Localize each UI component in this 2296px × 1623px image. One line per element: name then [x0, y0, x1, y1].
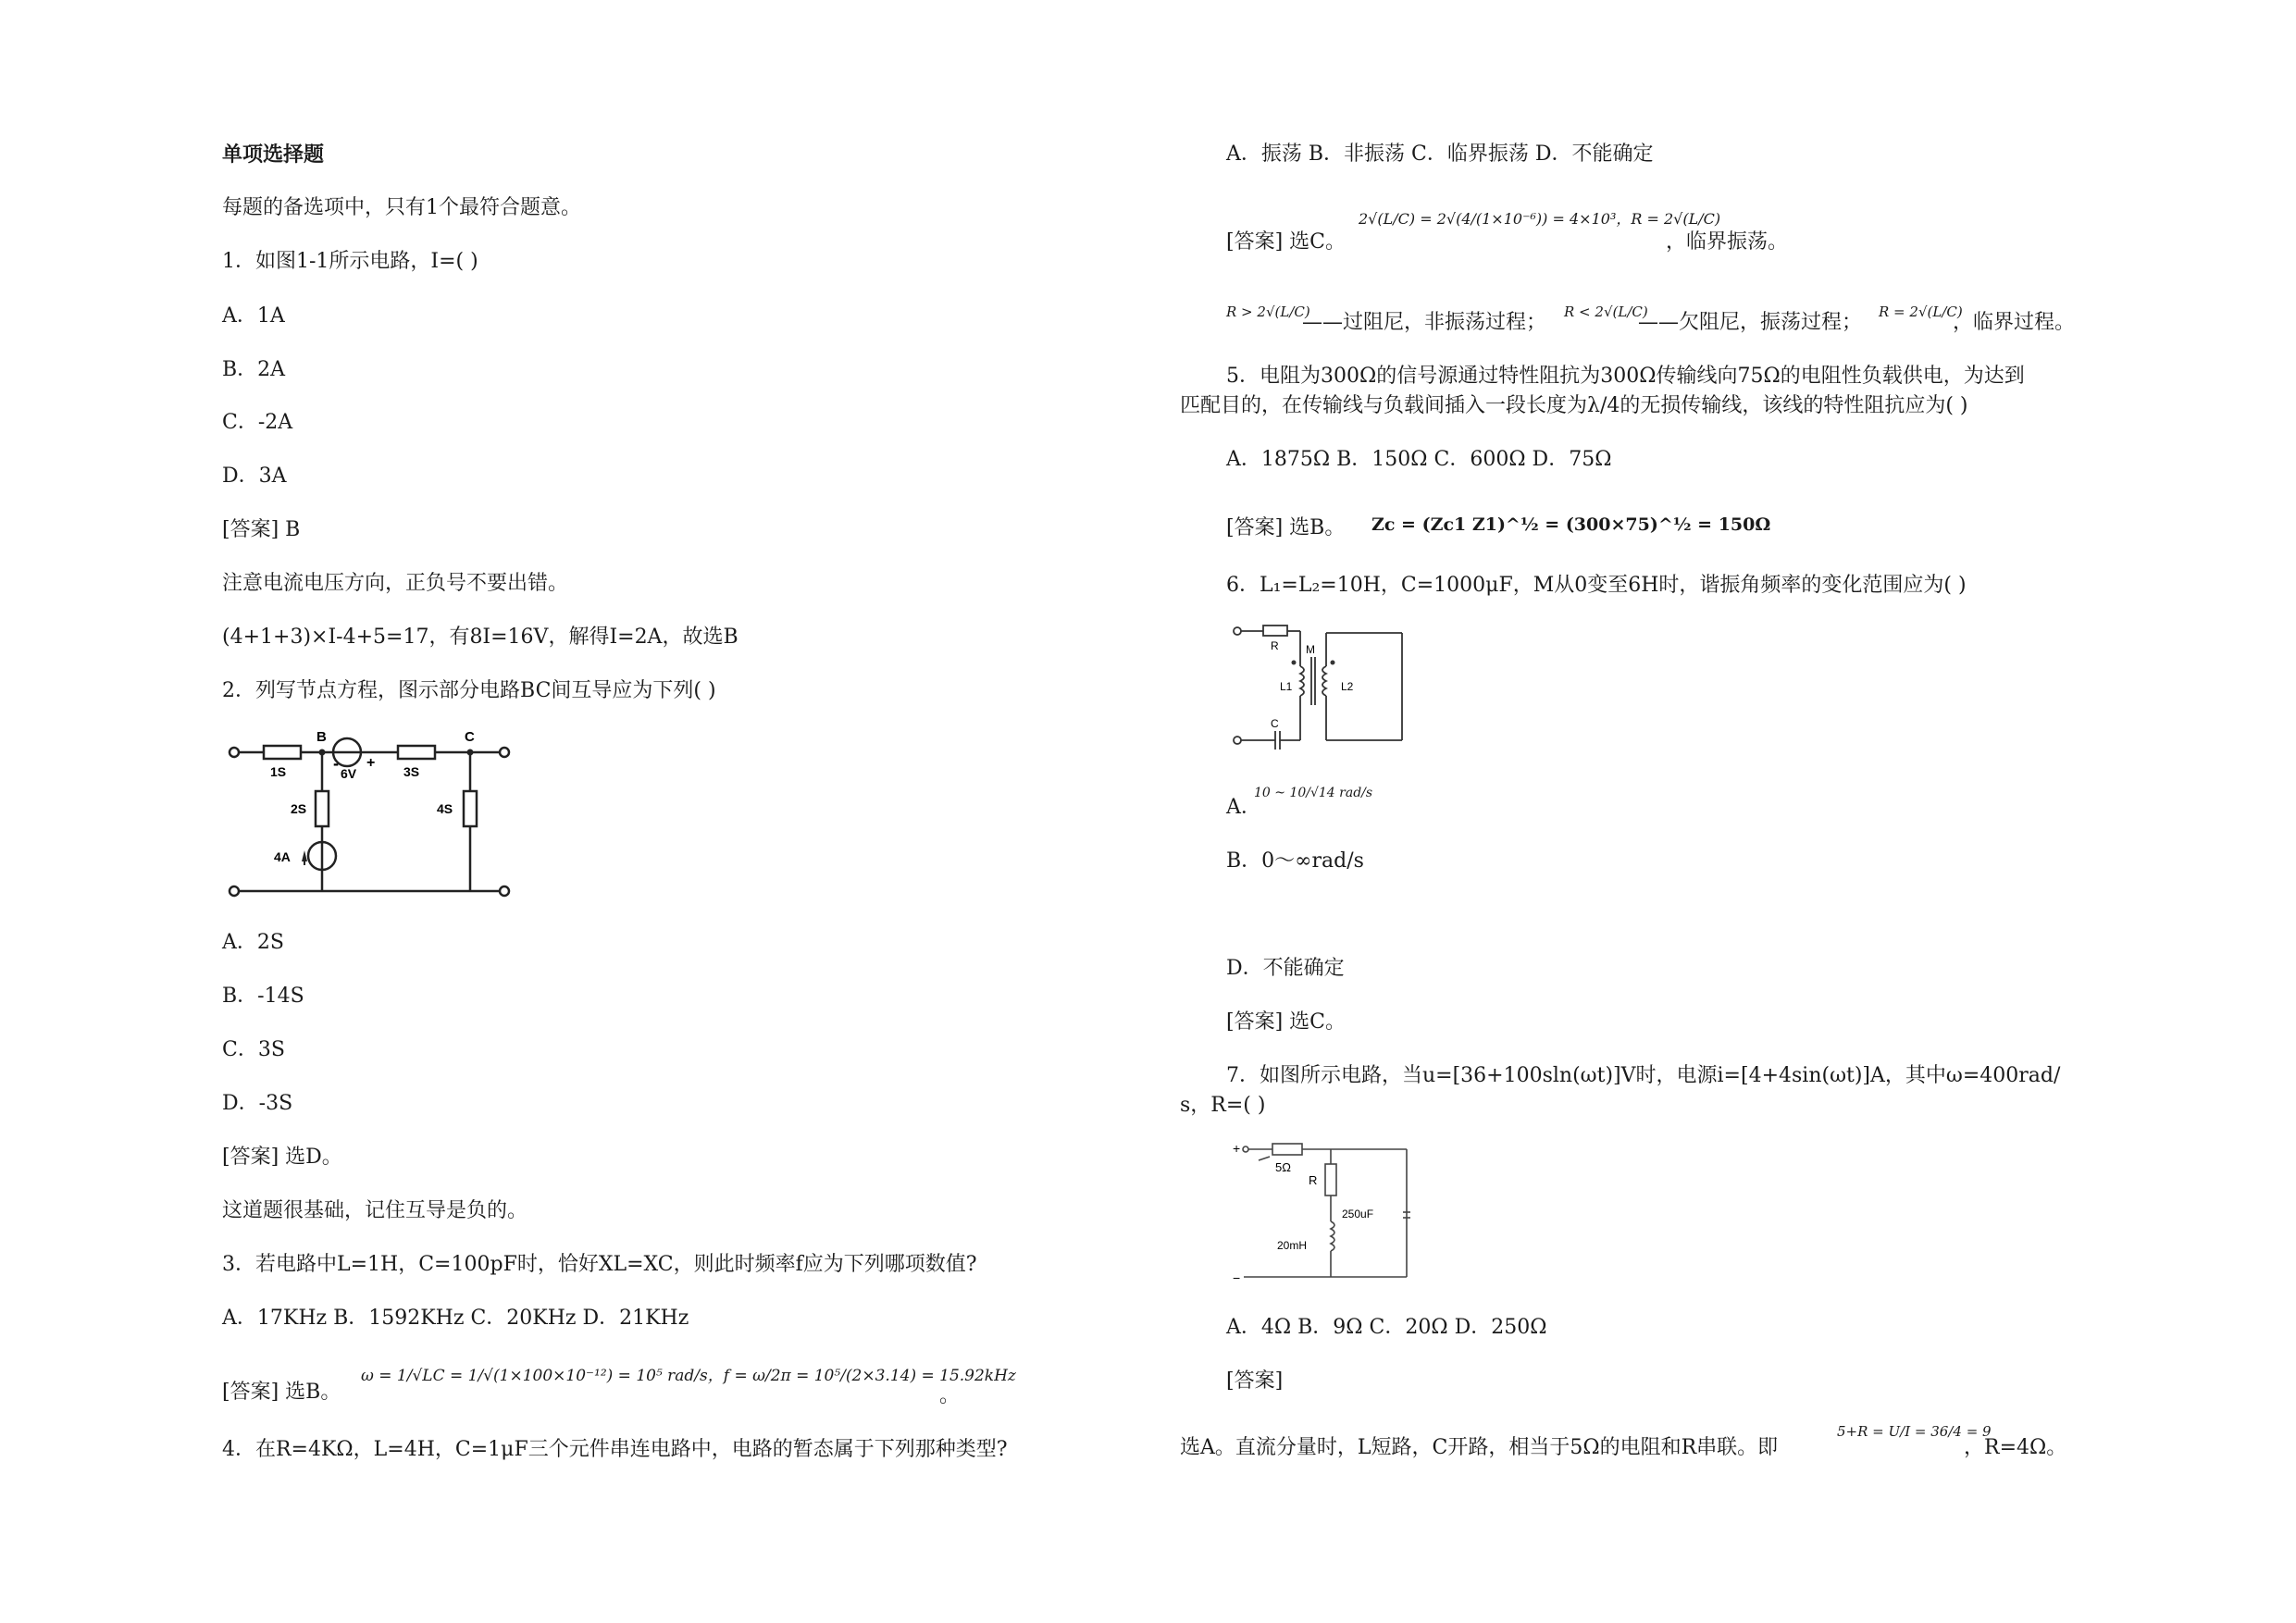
q5-stem-line1: 5．电阻为300Ω的信号源通过特性阻抗为300Ω传输线向75Ω的电阻性负载供电，为达到 [1226, 365, 2025, 388]
q2-r2-label: 2S [291, 801, 307, 816]
q7-explanation-end: ，R=4Ω。 [1964, 1436, 2067, 1459]
q7-options: A．4Ω B．9Ω C．20Ω D．250Ω [1226, 1316, 1547, 1339]
q4-options: A．振荡 B．非振荡 C．临界振荡 D．不能确定 [1226, 142, 1654, 166]
q6-option-b: B．0～∞rad/s [1226, 849, 1364, 873]
q7-r-label: R [1309, 1173, 1318, 1187]
q2-is-label: 4A [274, 849, 291, 864]
q4-answer-end: ，临界振荡。 [1666, 230, 1789, 254]
q7-answer: [答案] [1226, 1369, 1284, 1393]
q1-option-c: C．-2A [222, 411, 293, 434]
q6-c-label: C [1271, 717, 1279, 730]
intro-text: 每题的备选项中，只有1个最符合题意。 [222, 196, 581, 219]
q4-condition-1: R > 2√(L/C) [1226, 304, 1310, 320]
q2-r3-label: 3S [403, 764, 420, 779]
q1-note: 注意电流电压方向，正负号不要出错。 [222, 572, 569, 595]
q2-plus-label: + [366, 755, 376, 771]
q2-circuit-diagram [222, 726, 518, 902]
q3-formula: ω = 1/√LC = 1/√(1×100×10⁻¹²) = 10⁵ rad/s，f = ω/2π = 10⁵/(2×3.14) = 15.92kHz [361, 1367, 1016, 1385]
q4-stem: 4．在R=4KΩ，L=4H，C=1μF三个元件串连电路中，电路的暂态属于下列那种类型? [222, 1438, 1008, 1461]
q6-option-d: D．不能确定 [1226, 957, 1345, 980]
q1-stem: 1．如图1-1所示电路，I=( ) [222, 250, 478, 273]
q4-condition-2-text: ——欠阻尼，振荡过程； [1638, 311, 1863, 334]
q1-option-b: B．2A [222, 358, 286, 381]
q6-r-label: R [1271, 639, 1279, 652]
q2-answer: [答案] 选D。 [222, 1146, 342, 1169]
q7-circuit-diagram [1222, 1136, 1425, 1294]
q2-r4-label: 4S [437, 801, 453, 816]
q6-answer: [答案] 选C。 [1226, 1010, 1346, 1034]
q2-node-b-label: B [316, 729, 327, 745]
q2-minus-label: - [333, 754, 339, 773]
q5-answer: [答案] 选B。 [1226, 516, 1346, 539]
q2-node-c-label: C [465, 729, 475, 745]
q1-option-d: D．3A [222, 465, 287, 488]
q7-stem-line1: 7．如图所示电路，当u=[36+100sln(ωt)]V时，电源i=[4+4sin(ωt)]A，其中ω=400rad/ [1226, 1064, 2061, 1087]
q7-r5-label: 5Ω [1275, 1160, 1291, 1174]
q6-m-label: M [1306, 643, 1315, 656]
q7-explanation-formula: 5+R = U/I = 36/4 = 9 [1837, 1423, 1992, 1440]
q5-formula: Zc = (Zc1 Z1)^½ = (300×75)^½ = 150Ω [1371, 514, 1771, 535]
q2-option-d: D．-3S [222, 1092, 293, 1115]
q1-option-a: A．1A [222, 304, 285, 328]
q2-stem: 2．列写节点方程，图示部分电路BC间互导应为下列( ) [222, 679, 716, 702]
q6-circuit-diagram [1226, 620, 1416, 759]
q3-answer: [答案] 选B。 [222, 1381, 341, 1404]
q3-answer-end: 。 [939, 1384, 961, 1407]
q6-stem: 6．L₁=L₂=10H，C=1000μF，M从0变至6H时，谐振角频率的变化范围应为( ) [1226, 574, 1967, 597]
q7-minus-terminal: − [1233, 1270, 1241, 1285]
q2-r1-label: 1S [270, 764, 287, 779]
section-title: 单项选择题 [222, 142, 325, 167]
q6-option-a-label: A． [1226, 796, 1261, 819]
q7-stem-line2: s，R=( ) [1180, 1094, 1266, 1117]
q4-answer: [答案] 选C。 [1226, 230, 1346, 254]
q2-option-b: B．-14S [222, 985, 304, 1008]
q3-stem: 3．若电路中L=1H，C=100pF时，恰好XL=XC，则此时频率f应为下列哪项数值? [222, 1253, 977, 1276]
q7-explanation: 选A。直流分量时，L短路，C开路，相当于5Ω的电阻和R串联。即 [1180, 1436, 1779, 1459]
q7-l-label: 20mH [1277, 1239, 1308, 1252]
q5-options: A．1875Ω B．150Ω C．600Ω D．75Ω [1226, 448, 1612, 471]
q7-c-label: 250uF [1342, 1208, 1374, 1220]
q2-option-c: C．3S [222, 1038, 285, 1061]
q4-formula: 2√(L/C) = 2√(4/(1×10⁻⁶)) = 4×10³，R = 2√(L/C) [1359, 210, 1721, 228]
q4-condition-3: R = 2√(L/C) [1879, 304, 1963, 320]
q6-option-a-formula: 10 ~ 10/√14 rad/s [1254, 786, 1373, 800]
q2-vs-label: 6V [341, 766, 357, 781]
q7-plus-terminal: + [1233, 1141, 1241, 1156]
q6-l2-label: L2 [1341, 680, 1354, 693]
q4-condition-1-text: ——过阻尼，非振荡过程； [1302, 311, 1547, 334]
q3-options: A．17KHz B．1592KHz C．20KHz D．21KHz [222, 1307, 689, 1330]
q2-option-a: A．2S [222, 931, 284, 954]
q6-l1-label: L1 [1280, 680, 1293, 693]
q4-condition-2: R < 2√(L/C) [1564, 304, 1648, 320]
q4-condition-3-text: ，临界过程。 [1953, 311, 2076, 334]
q5-stem-line2: 匹配目的，在传输线与负载间插入一段长度为λ/4的无损传输线，该线的特性阻抗应为( ) [1180, 394, 1968, 417]
q1-answer: [答案] B [222, 518, 301, 541]
q2-note: 这道题很基础，记住互导是负的。 [222, 1199, 528, 1222]
q1-solution: (4+1+3)×I-4+5=17，有8I=16V，解得I=2A，故选B [222, 626, 738, 649]
